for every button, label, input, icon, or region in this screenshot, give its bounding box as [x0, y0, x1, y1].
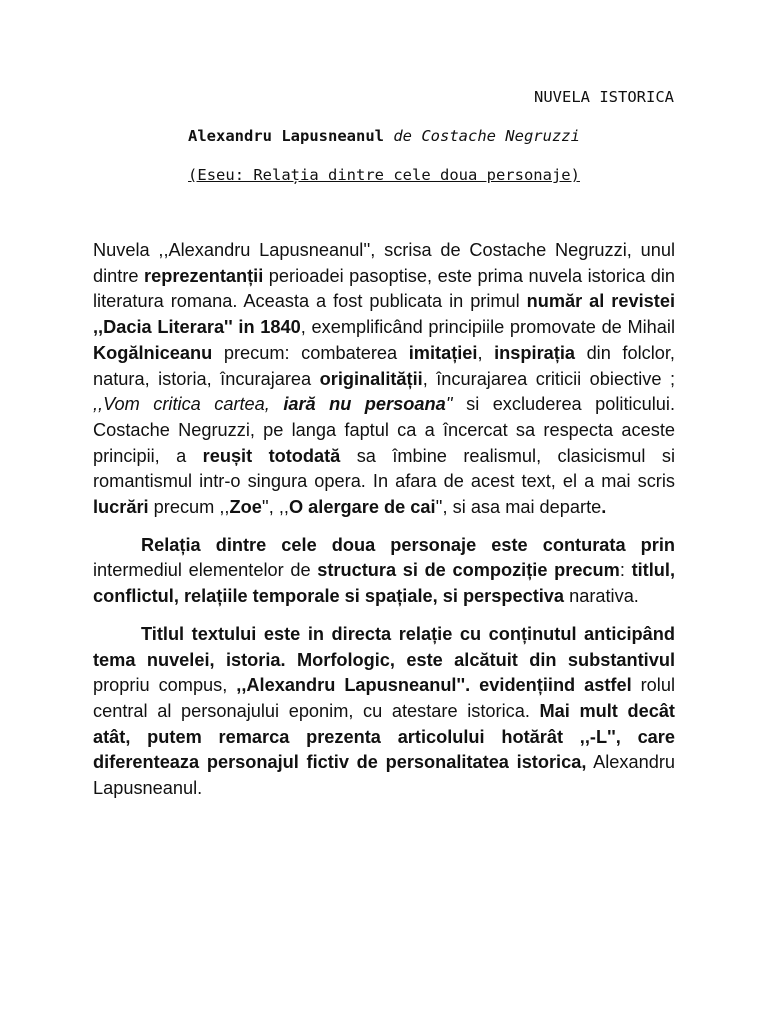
text-run: Kogălniceanu: [93, 342, 213, 363]
text-run: :: [619, 560, 632, 581]
text-run: propriu compus,: [93, 675, 237, 696]
text-run: narativa.: [564, 586, 639, 607]
text-run: O alergare de cai: [288, 497, 436, 518]
work-title: Alexandru Lapusneanul: [188, 127, 384, 145]
text-run: reușit totodată: [202, 445, 341, 466]
text-run: reprezentanții: [144, 265, 264, 286]
text-run: sa îmbine realismul, clasicismul si romantismul intr-o singura opera. In afara de acest text, el a mai scris: [93, 445, 676, 492]
paragraph-title: [93, 622, 675, 802]
text-run: structura si de compoziție precum: [317, 560, 620, 581]
essay-title: [0, 127, 768, 145]
text-run: lucrări: [93, 497, 149, 518]
text-run: si excluderea politicului. Costache Negruzzi, pe langa faptul ca a încercat sa respecta aceste principii, a: [93, 394, 675, 466]
text-run: Mai mult decât atât, putem remarca prezenta articolului hotărât ,,-L'', care diferenteaza personajul fictiv de personalitatea istorica,: [93, 700, 675, 773]
text-run: număr al revistei ,,Dacia Literara'' in 1840: [93, 291, 675, 338]
paragraph-relation: [93, 533, 675, 610]
text-run: originalității: [319, 368, 423, 389]
text-run: Zoe: [229, 497, 262, 518]
essay-subtitle: (Eseu: Relația dintre cele doua personaje): [188, 166, 580, 184]
text-run: rolul central al personajului eponim, cu atestare istorica.: [93, 675, 675, 721]
text-run: ,,Alexandru Lapusneanul''. evidențiind astfel: [236, 675, 632, 696]
text-run: ,: [477, 342, 495, 363]
text-run: '': [445, 394, 453, 415]
text-run: din folclor, natura, istoria, încurajarea: [93, 342, 675, 389]
text-run: Nuvela ,,Alexandru Lapusneanul'', scrisa de Costache Negruzzi, unul dintre: [93, 240, 675, 286]
text-run: ,,Vom critica cartea,: [93, 394, 284, 415]
text-run: iară nu persoana: [283, 394, 446, 415]
text-run: '', si asa mai departe: [435, 497, 602, 518]
text-run: precum ,,: [148, 497, 230, 518]
text-run: precum: combaterea: [212, 342, 409, 363]
text-run: , exemplificând principiile promovate de Mihail: [300, 317, 675, 338]
paragraph-intro: [93, 238, 675, 521]
text-run: Alexandru Lapusneanul.: [93, 752, 675, 799]
text-run: intermediul elementelor de: [93, 560, 318, 581]
text-run: perioadei pasoptise, este prima nuvela istorica din literatura romana. Aceasta a fost publicata in primul: [93, 265, 675, 312]
text-run: Relația dintre cele doua personaje este conturata prin: [141, 534, 675, 555]
text-run: , încurajarea criticii obiective ;: [422, 368, 675, 389]
work-author: de Costache Negruzzi: [393, 127, 580, 145]
text-run: imitației: [408, 342, 478, 363]
text-run: .: [601, 497, 607, 518]
page-heading: NUVELA ISTORICA: [534, 88, 674, 106]
text-run: titlul, conflictul, relațiile temporale si spațiale, si perspectiva: [93, 560, 675, 607]
text-run: '', ,,: [261, 497, 289, 518]
essay-body: [93, 238, 675, 814]
text-run: Titlul textului este in directa relație cu conținutul anticipând tema nuvelei, istoria. Morfologic, este alcătuit din substantivul: [93, 623, 675, 670]
text-run: inspirația: [494, 342, 575, 363]
